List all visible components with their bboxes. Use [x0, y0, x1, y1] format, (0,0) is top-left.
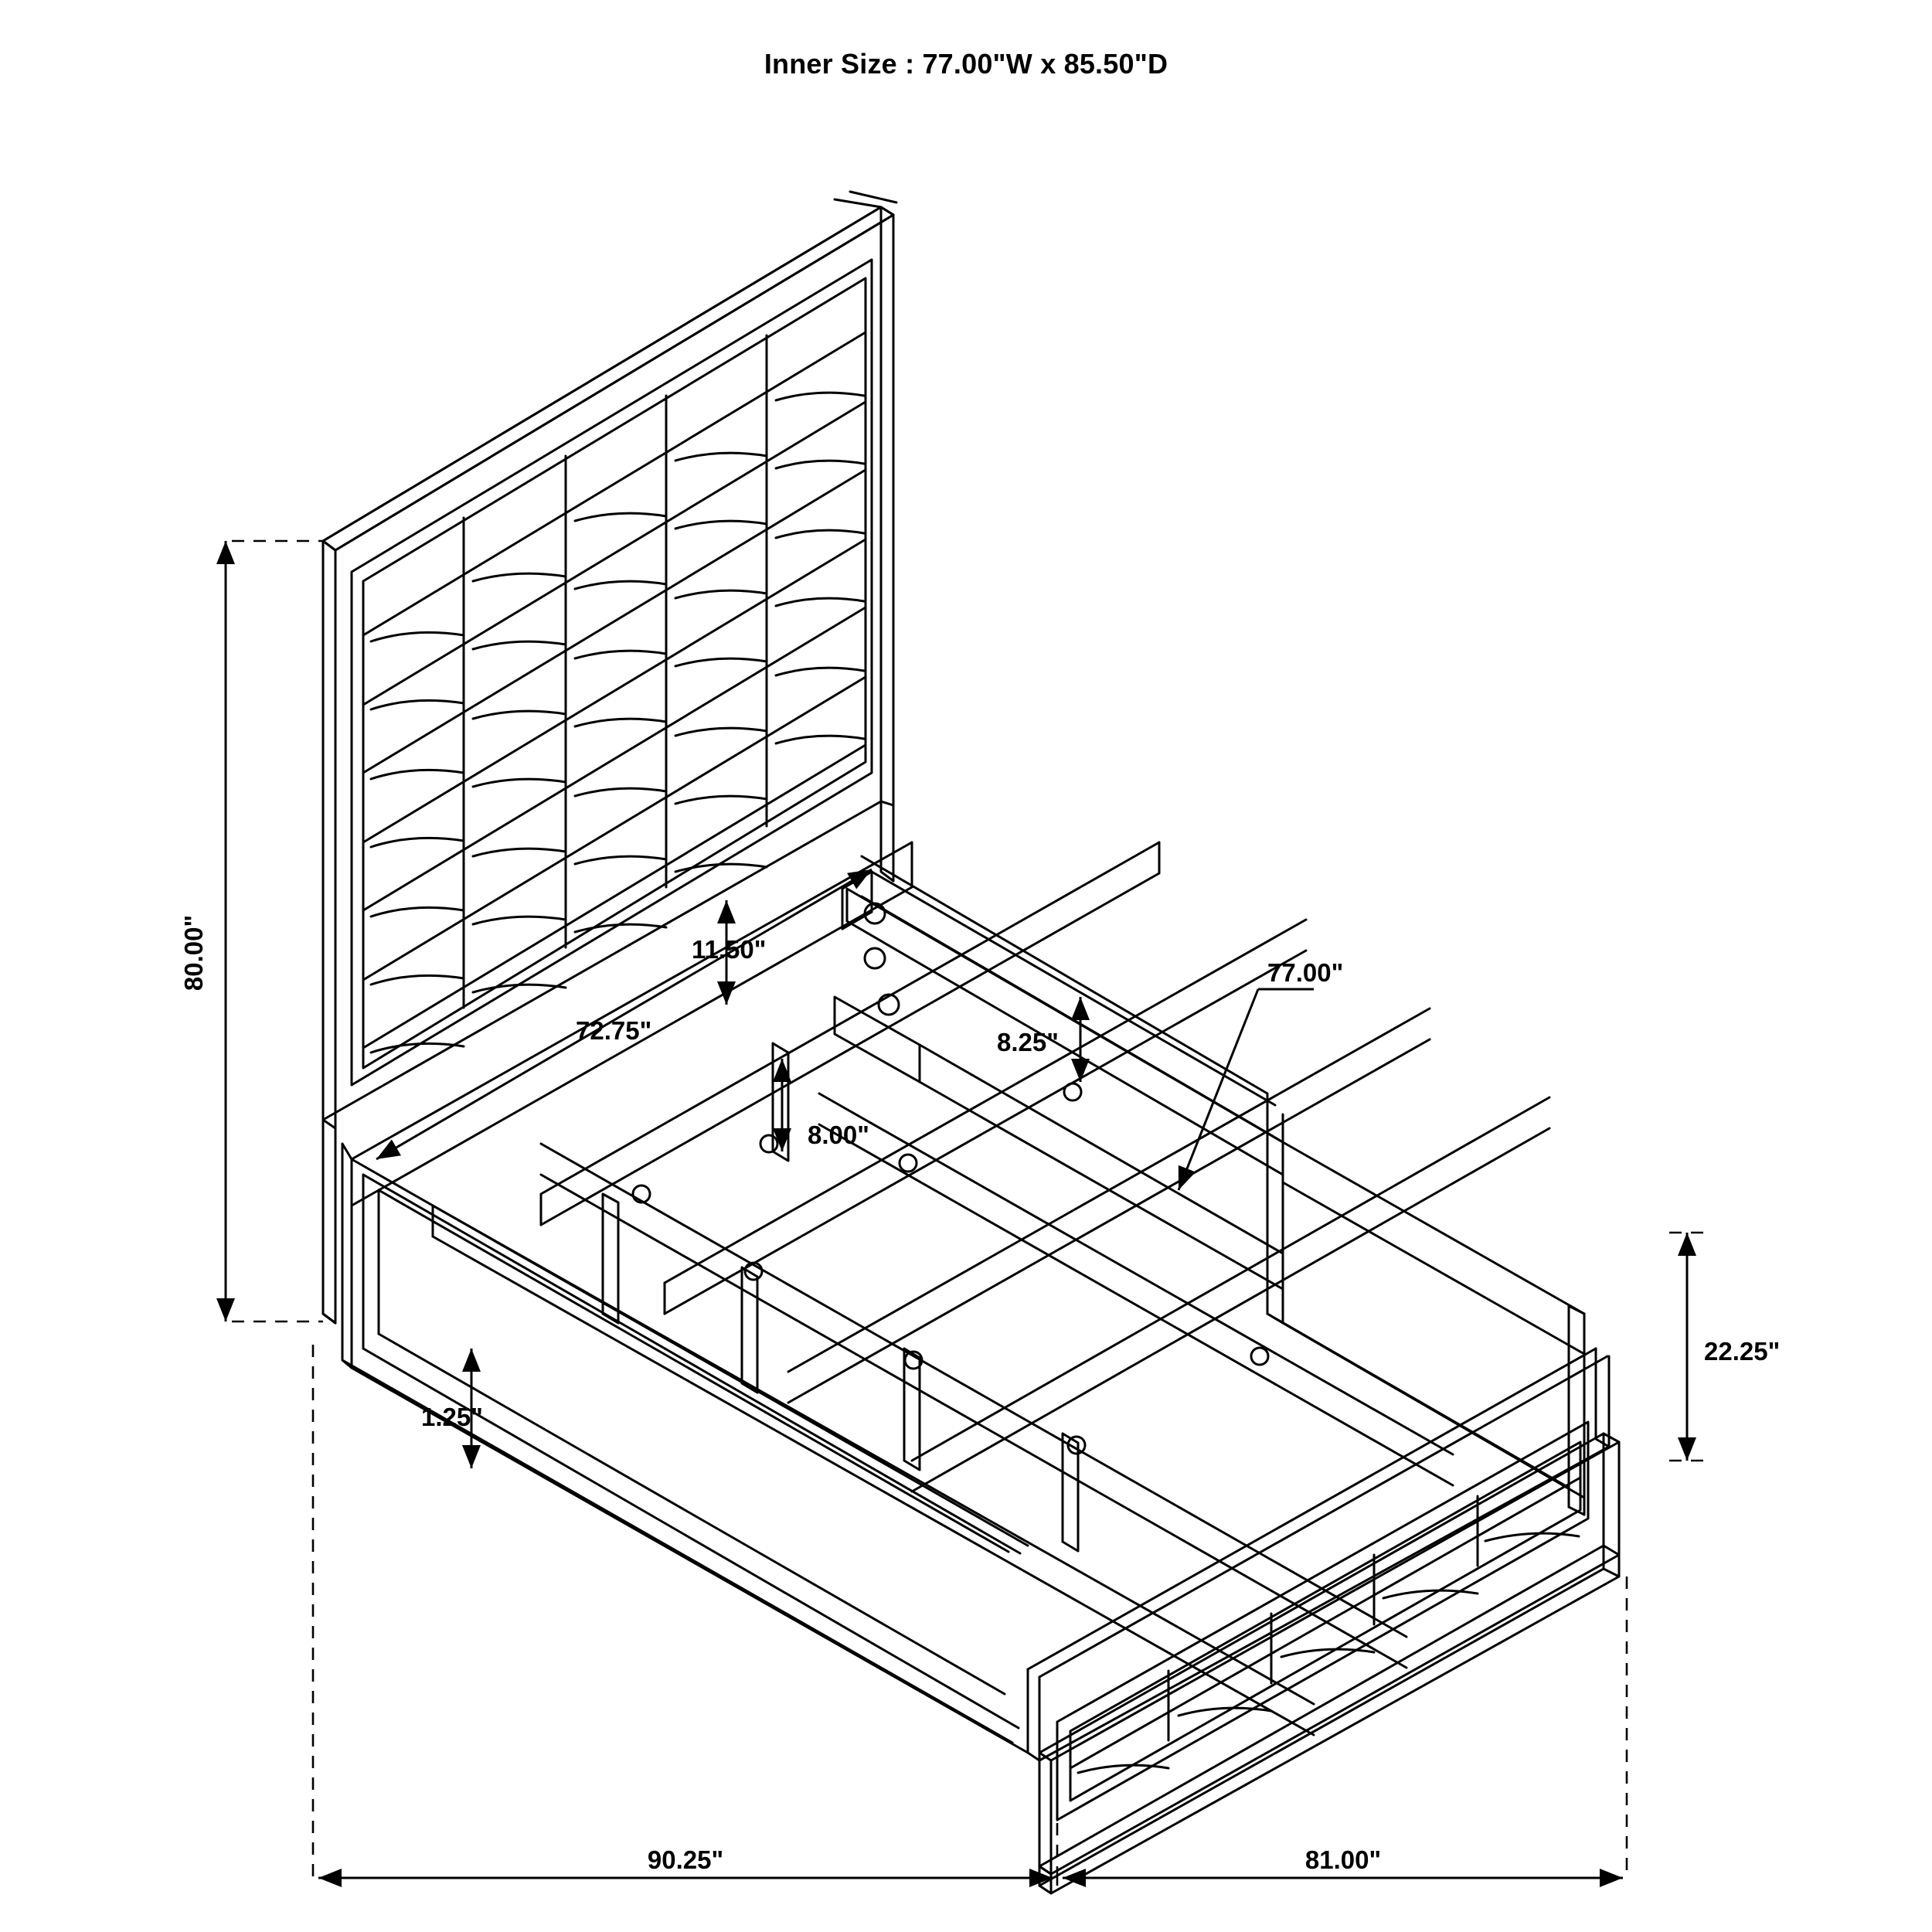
dimension-label-8-25: 8.25"	[997, 1028, 1059, 1056]
dimension-label-90-25: 90.25"	[647, 1845, 724, 1874]
page-title: Inner Size : 77.00"W x 85.50"D	[764, 48, 1168, 80]
dimension-label-22-25: 22.25"	[1704, 1337, 1781, 1366]
dimension-label-80: 80.00"	[179, 914, 208, 992]
headboard-assembly	[323, 192, 896, 1323]
dimension-label-77-00: 77.00"	[1267, 958, 1344, 987]
dimension-label-8-00: 8.00"	[808, 1121, 869, 1149]
dimension-label-72-75: 72.75"	[576, 1016, 652, 1045]
dimension-label-81-00: 81.00"	[1304, 1845, 1382, 1874]
dimension-label-1-25: 1.25"	[421, 1403, 483, 1431]
dimension-label-11-50: 11.50"	[692, 935, 767, 964]
